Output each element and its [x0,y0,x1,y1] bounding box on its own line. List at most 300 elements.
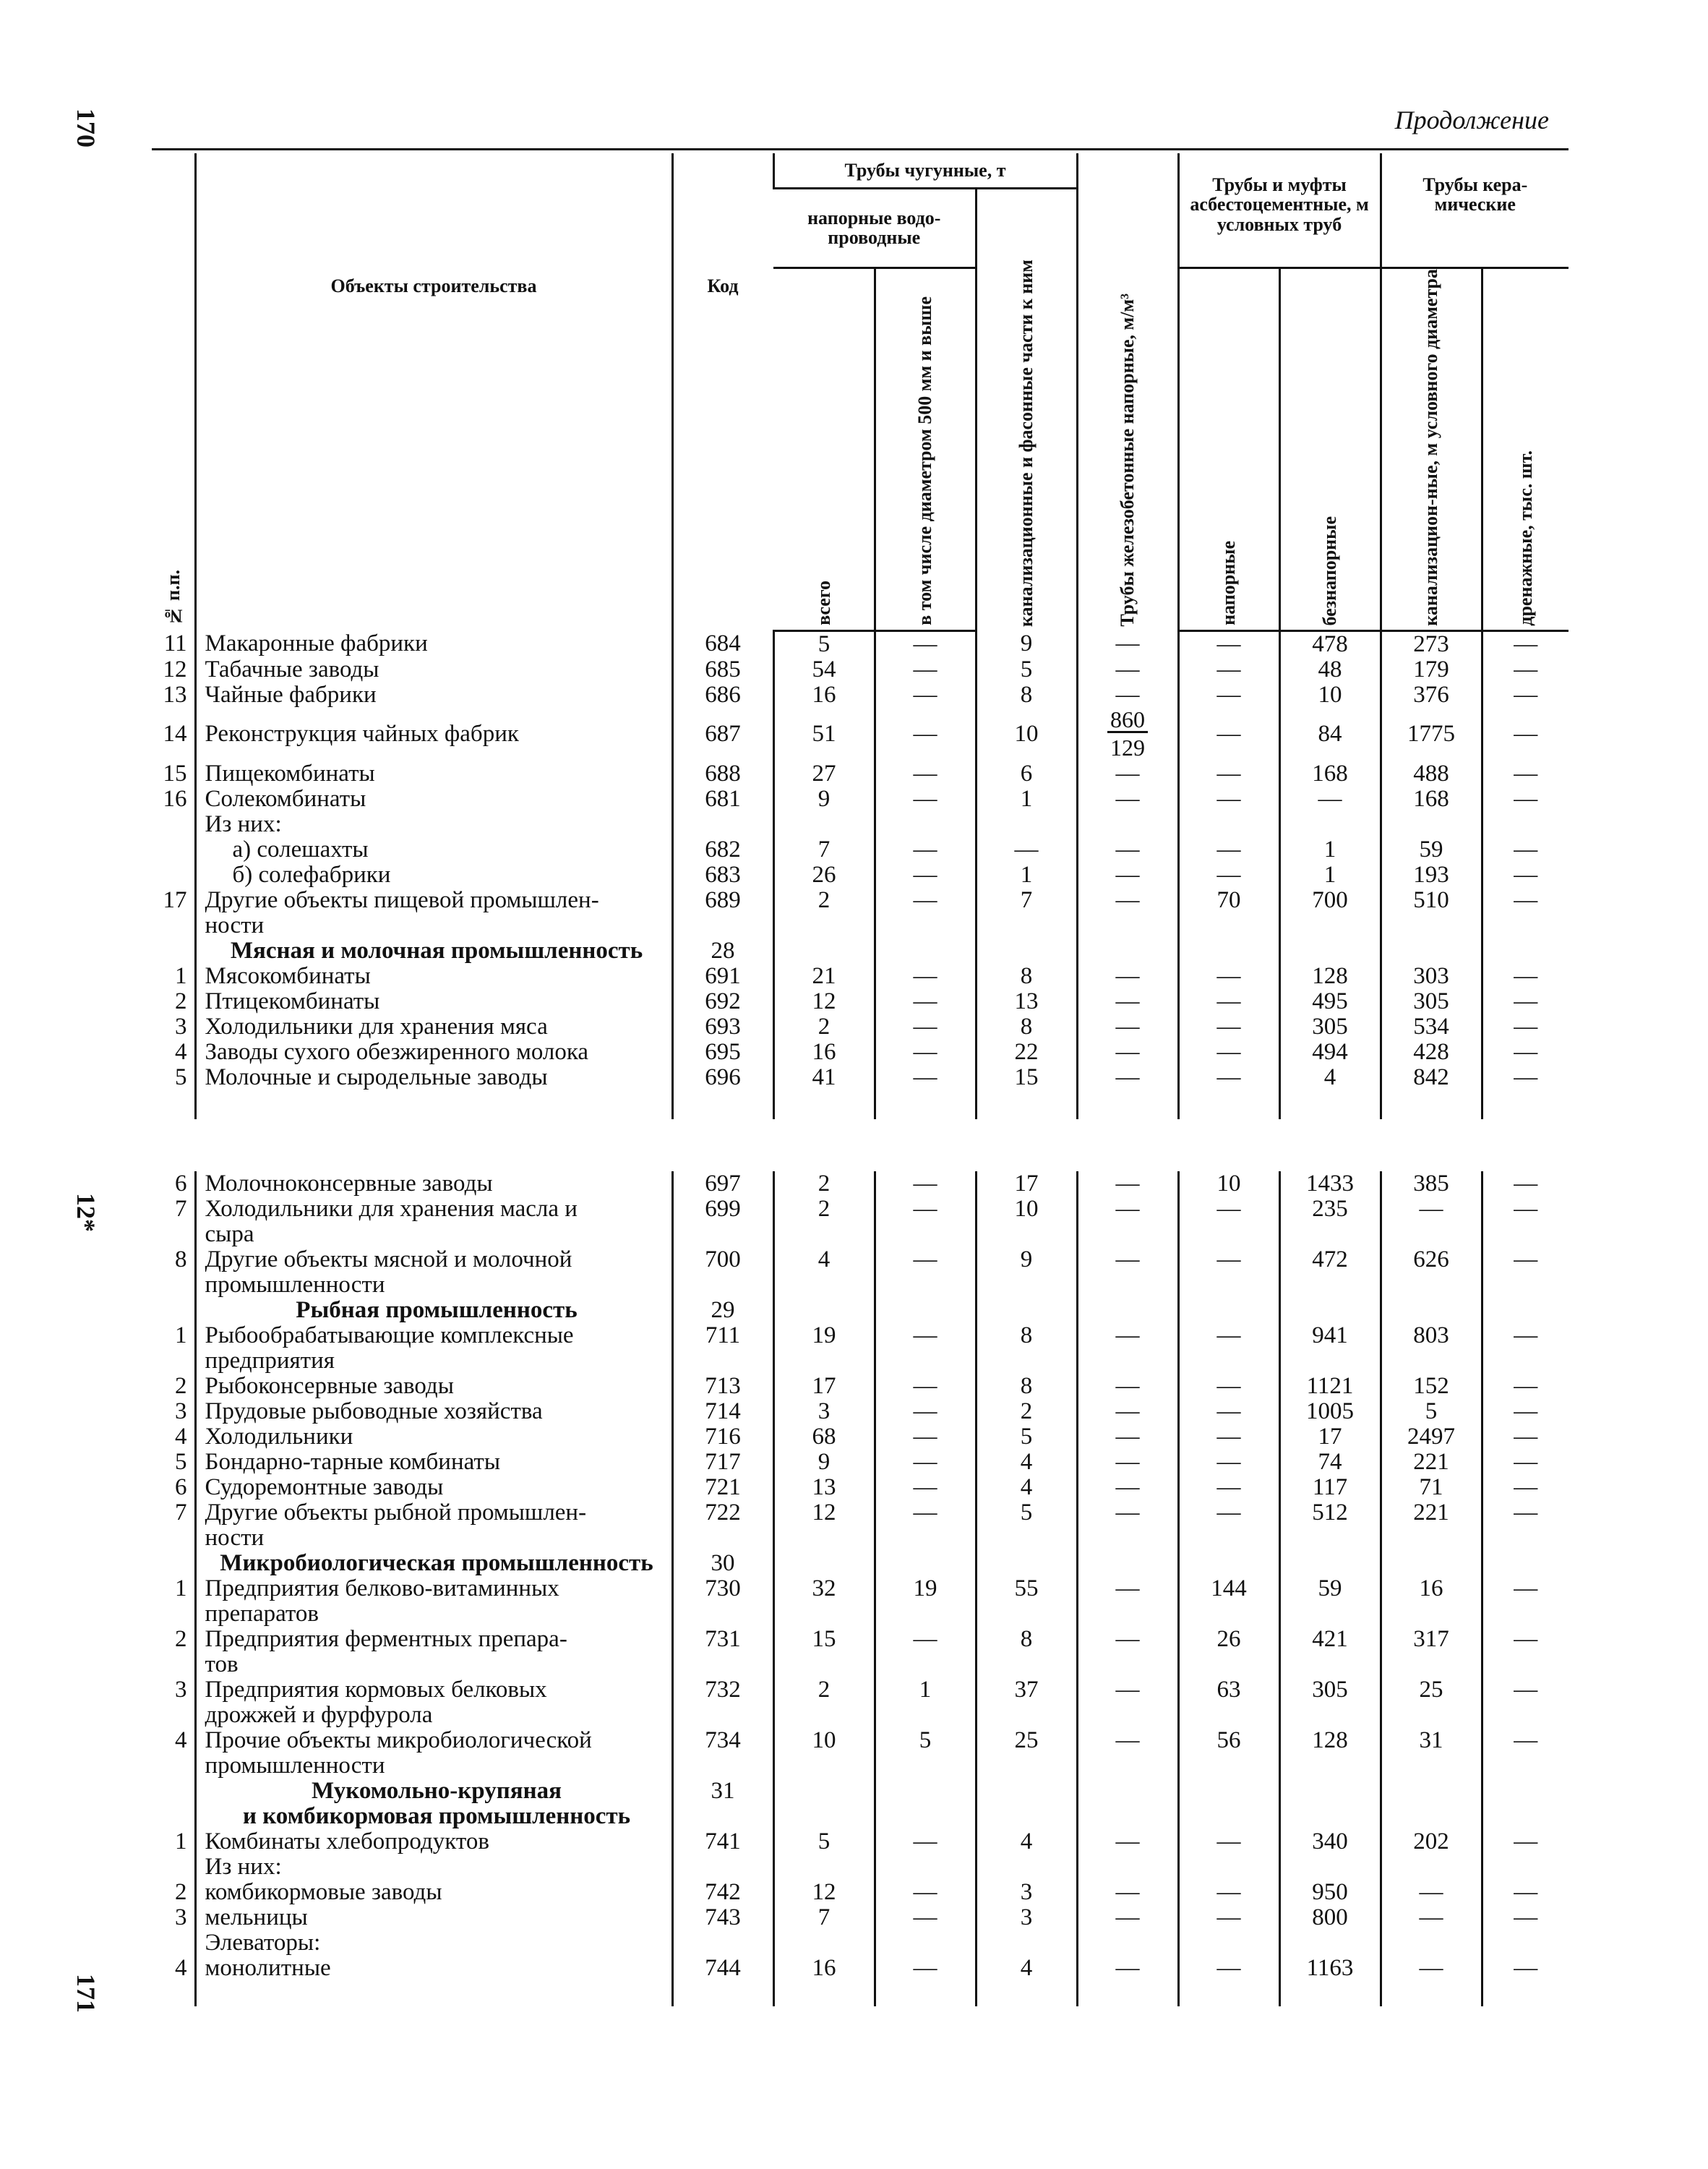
row-number [152,863,195,888]
concrete-value: — [1077,657,1178,683]
ceramic-sewer-value: 31 [1381,1728,1482,1753]
object-name: Чайные фабрики [195,683,672,708]
header-asb-nonpressure: безнапорные [1319,515,1341,626]
asbestos-pressure-value: — [1178,964,1279,989]
ceramic-sewer-value: 305 [1381,989,1482,1014]
sewer-value: — [976,837,1077,863]
concrete-value [1077,1222,1178,1247]
ceramic-sewer-value: — [1381,1905,1482,1930]
asbestos-pressure-value: — [1178,657,1279,683]
ceramic-drainage-value: — [1482,888,1568,913]
object-name: Мясная и молочная промышленность [195,938,672,964]
row-number: 7 [175,1500,187,1526]
asbestos-pressure-value: — [1178,1014,1279,1040]
table-row [152,1905,1568,1930]
asbestos-nonpressure-value: 1 [1279,863,1381,888]
asbestos-nonpressure-value: 478 [1279,630,1381,657]
asbestos-pressure-value [1178,1298,1279,1323]
asbestos-pressure-value [1178,812,1279,837]
d500-value: — [875,989,976,1014]
concrete-value [1077,1298,1178,1323]
spacer-cell [152,1090,195,1119]
asbestos-nonpressure-value: 10 [1279,683,1381,708]
total-value: 3 [773,1399,875,1424]
row-number [152,1703,195,1728]
table-row [152,1399,1568,1424]
row-number: 3 [175,1013,187,1040]
ceramic-sewer-value [1381,1703,1482,1728]
object-name: ности [195,1526,672,1551]
d500-value: — [875,1171,976,1197]
ceramic-drainage-value [1482,812,1568,837]
asbestos-nonpressure-value [1279,1753,1381,1779]
code: 743 [672,1905,773,1930]
concrete-value: — [1077,989,1178,1014]
sewer-value: 4 [976,1956,1077,1981]
ceramic-drainage-value: — [1482,708,1568,761]
table-bottom-body [152,1171,1568,2006]
code: 730 [672,1576,773,1601]
object-name: Молочные и сыродельные заводы [195,1065,672,1090]
spacer-cell [672,1981,773,2006]
object-name: Холодильники для хранения мяса [195,1014,672,1040]
code: 744 [672,1956,773,1981]
asbestos-pressure-value [1178,1930,1279,1956]
asbestos-pressure-value: — [1178,1475,1279,1500]
d500-value: — [875,1475,976,1500]
asbestos-nonpressure-value: 1163 [1279,1956,1381,1981]
total-value [773,938,875,964]
d500-value: — [875,1905,976,1930]
concrete-value: — [1077,1323,1178,1348]
d500-value: — [875,1399,976,1424]
asbestos-pressure-value: — [1178,1905,1279,1930]
d500-value [875,1601,976,1627]
concrete-value: — [1077,1171,1178,1197]
table-row [152,1753,1568,1779]
asbestos-pressure-value: — [1178,787,1279,812]
d500-value: — [875,837,976,863]
concrete-value: — [1077,761,1178,787]
object-name: б) солефабрики [195,863,672,888]
asbestos-pressure-value: 63 [1178,1677,1279,1703]
table-row [152,1197,1568,1222]
ceramic-drainage-value: — [1482,1475,1568,1500]
ceramic-drainage-value: — [1482,1829,1568,1854]
header-sewer-fittings: канализационные и фасонные части к ним [1016,259,1037,627]
asbestos-pressure-value [1178,1348,1279,1374]
ceramic-sewer-value [1381,812,1482,837]
fraction-value [1107,708,1148,759]
ceramic-drainage-value: — [1482,1880,1568,1905]
concrete-value [1077,1272,1178,1298]
d500-value: — [875,657,976,683]
spacer-cell [875,1090,976,1119]
sewer-value [976,1930,1077,1956]
row-number [152,1753,195,1779]
code: 717 [672,1450,773,1475]
total-value: 2 [773,888,875,913]
sewer-value [976,1753,1077,1779]
table-row [152,1930,1568,1956]
total-value [773,913,875,938]
row-number: 12 [163,656,187,683]
table-row [152,1804,1568,1829]
total-value: 2 [773,1014,875,1040]
concrete-value: — [1077,1728,1178,1753]
concrete-value: — [1077,1399,1178,1424]
row-number: 3 [175,1677,187,1703]
total-value [773,1854,875,1880]
object-name: Судоремонтные заводы [195,1475,672,1500]
object-name: Птицекомбинаты [195,989,672,1014]
asbestos-nonpressure-value [1279,1348,1381,1374]
asbestos-nonpressure-value [1279,1652,1381,1677]
sewer-value [976,1779,1077,1804]
d500-value: — [875,630,976,657]
asbestos-nonpressure-value: — [1279,787,1381,812]
total-value [773,1703,875,1728]
ceramic-sewer-value: 1775 [1381,708,1482,761]
row-number: 1 [175,962,187,989]
table-row [152,1854,1568,1880]
ceramic-drainage-value [1482,1930,1568,1956]
d500-value [875,1526,976,1551]
spacer-cell [773,1981,875,2006]
code: 29 [672,1298,773,1323]
asbestos-nonpressure-value: 800 [1279,1905,1381,1930]
asbestos-pressure-value [1178,1222,1279,1247]
sewer-value: 37 [976,1677,1077,1703]
table-row [152,938,1568,964]
header-total: всего [812,581,834,626]
page-number-top: 170 [72,108,100,147]
total-value [773,1652,875,1677]
sewer-value: 9 [976,630,1077,657]
object-name: Предприятия ферментных препара- [195,1627,672,1652]
table-row [152,1500,1568,1526]
asbestos-pressure-value: — [1178,1040,1279,1065]
spacer-cell [1279,1090,1381,1119]
asbestos-nonpressure-value: 128 [1279,1728,1381,1753]
code: 692 [672,989,773,1014]
ceramic-sewer-value: — [1381,1880,1482,1905]
concrete-value: — [1077,1014,1178,1040]
concrete-value: — [1077,1956,1178,1981]
concrete-value [1077,1854,1178,1880]
ceramic-drainage-value: — [1482,1627,1568,1652]
d500-value: — [875,1627,976,1652]
asbestos-nonpressure-value [1279,1930,1381,1956]
asbestos-nonpressure-value: 128 [1279,964,1381,989]
code: 693 [672,1014,773,1040]
total-value: 7 [773,837,875,863]
total-value: 9 [773,787,875,812]
d500-value: — [875,1247,976,1272]
d500-value: — [875,1014,976,1040]
concrete-value [1077,913,1178,938]
object-name: Рыбообрабатывающие комплексные [195,1323,672,1348]
object-name: препаратов [195,1601,672,1627]
asbestos-nonpressure-value: 950 [1279,1880,1381,1905]
object-name: Реконструкция чайных фабрик [195,708,672,761]
ceramic-sewer-value [1381,1930,1482,1956]
object-name: Пищекомбинаты [195,761,672,787]
d500-value: — [875,863,976,888]
ceramic-drainage-value [1482,1804,1568,1829]
table-row [152,1374,1568,1399]
ceramic-sewer-value [1381,1753,1482,1779]
d500-value: — [875,964,976,989]
d500-value [875,1753,976,1779]
total-value [773,1348,875,1374]
total-value: 7 [773,1905,875,1930]
concrete-value [1077,1753,1178,1779]
d500-value [875,1703,976,1728]
table-row [152,989,1568,1014]
sewer-value [976,1601,1077,1627]
d500-value [875,1272,976,1298]
concrete-value: — [1077,1374,1178,1399]
spacer-cell [1381,1981,1482,2006]
sewer-value: 8 [976,1014,1077,1040]
row-number: 2 [175,1626,187,1652]
ceramic-sewer-value: 376 [1381,683,1482,708]
sewer-value [976,1272,1077,1298]
table-row [152,630,1568,657]
code: 722 [672,1500,773,1526]
table-row [152,683,1568,708]
d500-value: 1 [875,1677,976,1703]
total-value: 21 [773,964,875,989]
sewer-value: 55 [976,1576,1077,1601]
d500-value: — [875,1500,976,1526]
object-name: Прочие объекты микробиологической [195,1728,672,1753]
total-value: 68 [773,1424,875,1450]
table-row [152,1880,1568,1905]
row-number: 3 [175,1398,187,1424]
code: 683 [672,863,773,888]
ceramic-drainage-value [1482,1348,1568,1374]
asbestos-nonpressure-value [1279,1526,1381,1551]
object-name: Элеваторы: [195,1930,672,1956]
asbestos-nonpressure-value: 495 [1279,989,1381,1014]
asbestos-pressure-value: — [1178,683,1279,708]
object-name: Табачные заводы [195,657,672,683]
sewer-value: 2 [976,1399,1077,1424]
asbestos-pressure-value: 56 [1178,1728,1279,1753]
d500-value: — [875,1040,976,1065]
ceramic-drainage-value [1482,1551,1568,1576]
asbestos-pressure-value: — [1178,1956,1279,1981]
code [672,1753,773,1779]
spacer-cell [672,1090,773,1119]
spacer-cell [195,1090,672,1119]
concrete-value [1077,1779,1178,1804]
total-value: 16 [773,1956,875,1981]
code [672,1348,773,1374]
ceramic-sewer-value: 303 [1381,964,1482,989]
asbestos-nonpressure-value: 340 [1279,1829,1381,1854]
table-row [152,1956,1568,1981]
total-value: 15 [773,1627,875,1652]
ceramic-drainage-value: — [1482,1247,1568,1272]
fraction-denominator: 129 [1110,734,1146,761]
asbestos-pressure-value [1178,938,1279,964]
concrete-value: — [1077,1880,1178,1905]
asbestos-nonpressure-value [1279,1272,1381,1298]
sewer-value: 8 [976,1374,1077,1399]
asbestos-pressure-value [1178,1804,1279,1829]
code: 696 [672,1065,773,1090]
concrete-value: — [1077,787,1178,812]
table-row [152,657,1568,683]
asbestos-nonpressure-value: 1121 [1279,1374,1381,1399]
ceramic-drainage-value [1482,1526,1568,1551]
concrete-value: — [1077,1424,1178,1450]
code: 695 [672,1040,773,1065]
code [672,1222,773,1247]
asbestos-nonpressure-value [1279,1779,1381,1804]
concrete-value: — [1077,1627,1178,1652]
code: 699 [672,1197,773,1222]
concrete-value: — [1077,1829,1178,1854]
code: 684 [672,630,773,657]
table-row [152,1677,1568,1703]
table-top [152,153,1568,1119]
table-row [152,1171,1568,1197]
asbestos-nonpressure-value: 48 [1279,657,1381,683]
code: 732 [672,1677,773,1703]
ceramic-sewer-value [1381,1652,1482,1677]
asbestos-nonpressure-value: 494 [1279,1040,1381,1065]
total-value [773,1222,875,1247]
fraction-numerator: 860 [1107,708,1148,733]
asbestos-pressure-value: — [1178,1424,1279,1450]
code: 721 [672,1475,773,1500]
table-row [152,1829,1568,1854]
asbestos-nonpressure-value: 941 [1279,1323,1381,1348]
header-ceramic-sewer: канализацион-ные, м условного диаметра [1420,268,1442,626]
table-row [152,1779,1568,1804]
code: 716 [672,1424,773,1450]
top-rule [152,148,1568,150]
asbestos-pressure-value: — [1178,1399,1279,1424]
sewer-value [976,1298,1077,1323]
ceramic-sewer-value: 25 [1381,1677,1482,1703]
ceramic-drainage-value: — [1482,1065,1568,1090]
row-number: 8 [175,1246,187,1272]
ceramic-sewer-value [1381,1804,1482,1829]
asbestos-pressure-value [1178,913,1279,938]
ceramic-sewer-value: 317 [1381,1627,1482,1652]
asbestos-pressure-value [1178,1272,1279,1298]
sewer-value: 5 [976,1500,1077,1526]
row-number: 14 [163,721,187,748]
row-number: 6 [175,1171,187,1197]
d500-value: — [875,1197,976,1222]
asbestos-nonpressure-value: 421 [1279,1627,1381,1652]
object-name: Холодильники для хранения масла и [195,1197,672,1222]
concrete-value: — [1077,863,1178,888]
asbestos-pressure-value [1178,1652,1279,1677]
concrete-value [1077,1703,1178,1728]
sewer-value [976,1854,1077,1880]
code [672,1272,773,1298]
ceramic-drainage-value: — [1482,1040,1568,1065]
d500-value [875,1930,976,1956]
row-number [152,1854,195,1880]
table-row [152,913,1568,938]
concrete-value: — [1077,1040,1178,1065]
row-number: 7 [175,1196,187,1222]
row-number [152,1526,195,1551]
table-row [152,1576,1568,1601]
header-row-num: № п.п. [162,570,184,627]
object-name: монолитные [195,1956,672,1981]
row-number [152,812,195,837]
sewer-value: 5 [976,1424,1077,1450]
asbestos-nonpressure-value: 168 [1279,761,1381,787]
table-row [152,1298,1568,1323]
table-row [152,812,1568,837]
row-number [152,1601,195,1627]
d500-value: — [875,787,976,812]
total-value: 12 [773,1880,875,1905]
ceramic-drainage-value: — [1482,1576,1568,1601]
row-number [152,837,195,863]
ceramic-sewer-value: 193 [1381,863,1482,888]
d500-value [875,1652,976,1677]
asbestos-pressure-value: — [1178,863,1279,888]
object-name: сыра [195,1222,672,1247]
object-name: Прудовые рыбоводные хозяйства [195,1399,672,1424]
ceramic-sewer-value: 202 [1381,1829,1482,1854]
spacer-cell [875,1981,976,2006]
object-name: Мукомольно-крупяная [195,1779,672,1804]
table-header [152,153,1568,630]
total-value [773,1526,875,1551]
ceramic-drainage-value: — [1482,1728,1568,1753]
continuation-label: Продолжение [1394,106,1549,134]
object-name: Макаронные фабрики [195,630,672,657]
object-name: Холодильники [195,1424,672,1450]
sewer-value: 7 [976,888,1077,913]
ceramic-drainage-value: — [1482,1171,1568,1197]
code: 685 [672,657,773,683]
total-value: 2 [773,1677,875,1703]
asbestos-pressure-value: — [1178,1880,1279,1905]
total-value: 9 [773,1450,875,1475]
concrete-value: — [1077,1450,1178,1475]
row-number [152,1298,195,1323]
ceramic-sewer-value: 803 [1381,1323,1482,1348]
sewer-value [976,1348,1077,1374]
asbestos-nonpressure-value: 117 [1279,1475,1381,1500]
code: 714 [672,1399,773,1424]
table-row [152,1526,1568,1551]
total-value: 2 [773,1197,875,1222]
d500-value: — [875,1829,976,1854]
ceramic-sewer-value: 626 [1381,1247,1482,1272]
ceramic-drainage-value [1482,1222,1568,1247]
code: 734 [672,1728,773,1753]
ceramic-sewer-value: 221 [1381,1450,1482,1475]
d500-value [875,938,976,964]
total-value: 26 [773,863,875,888]
object-name: предприятия [195,1348,672,1374]
sewer-value: 13 [976,989,1077,1014]
